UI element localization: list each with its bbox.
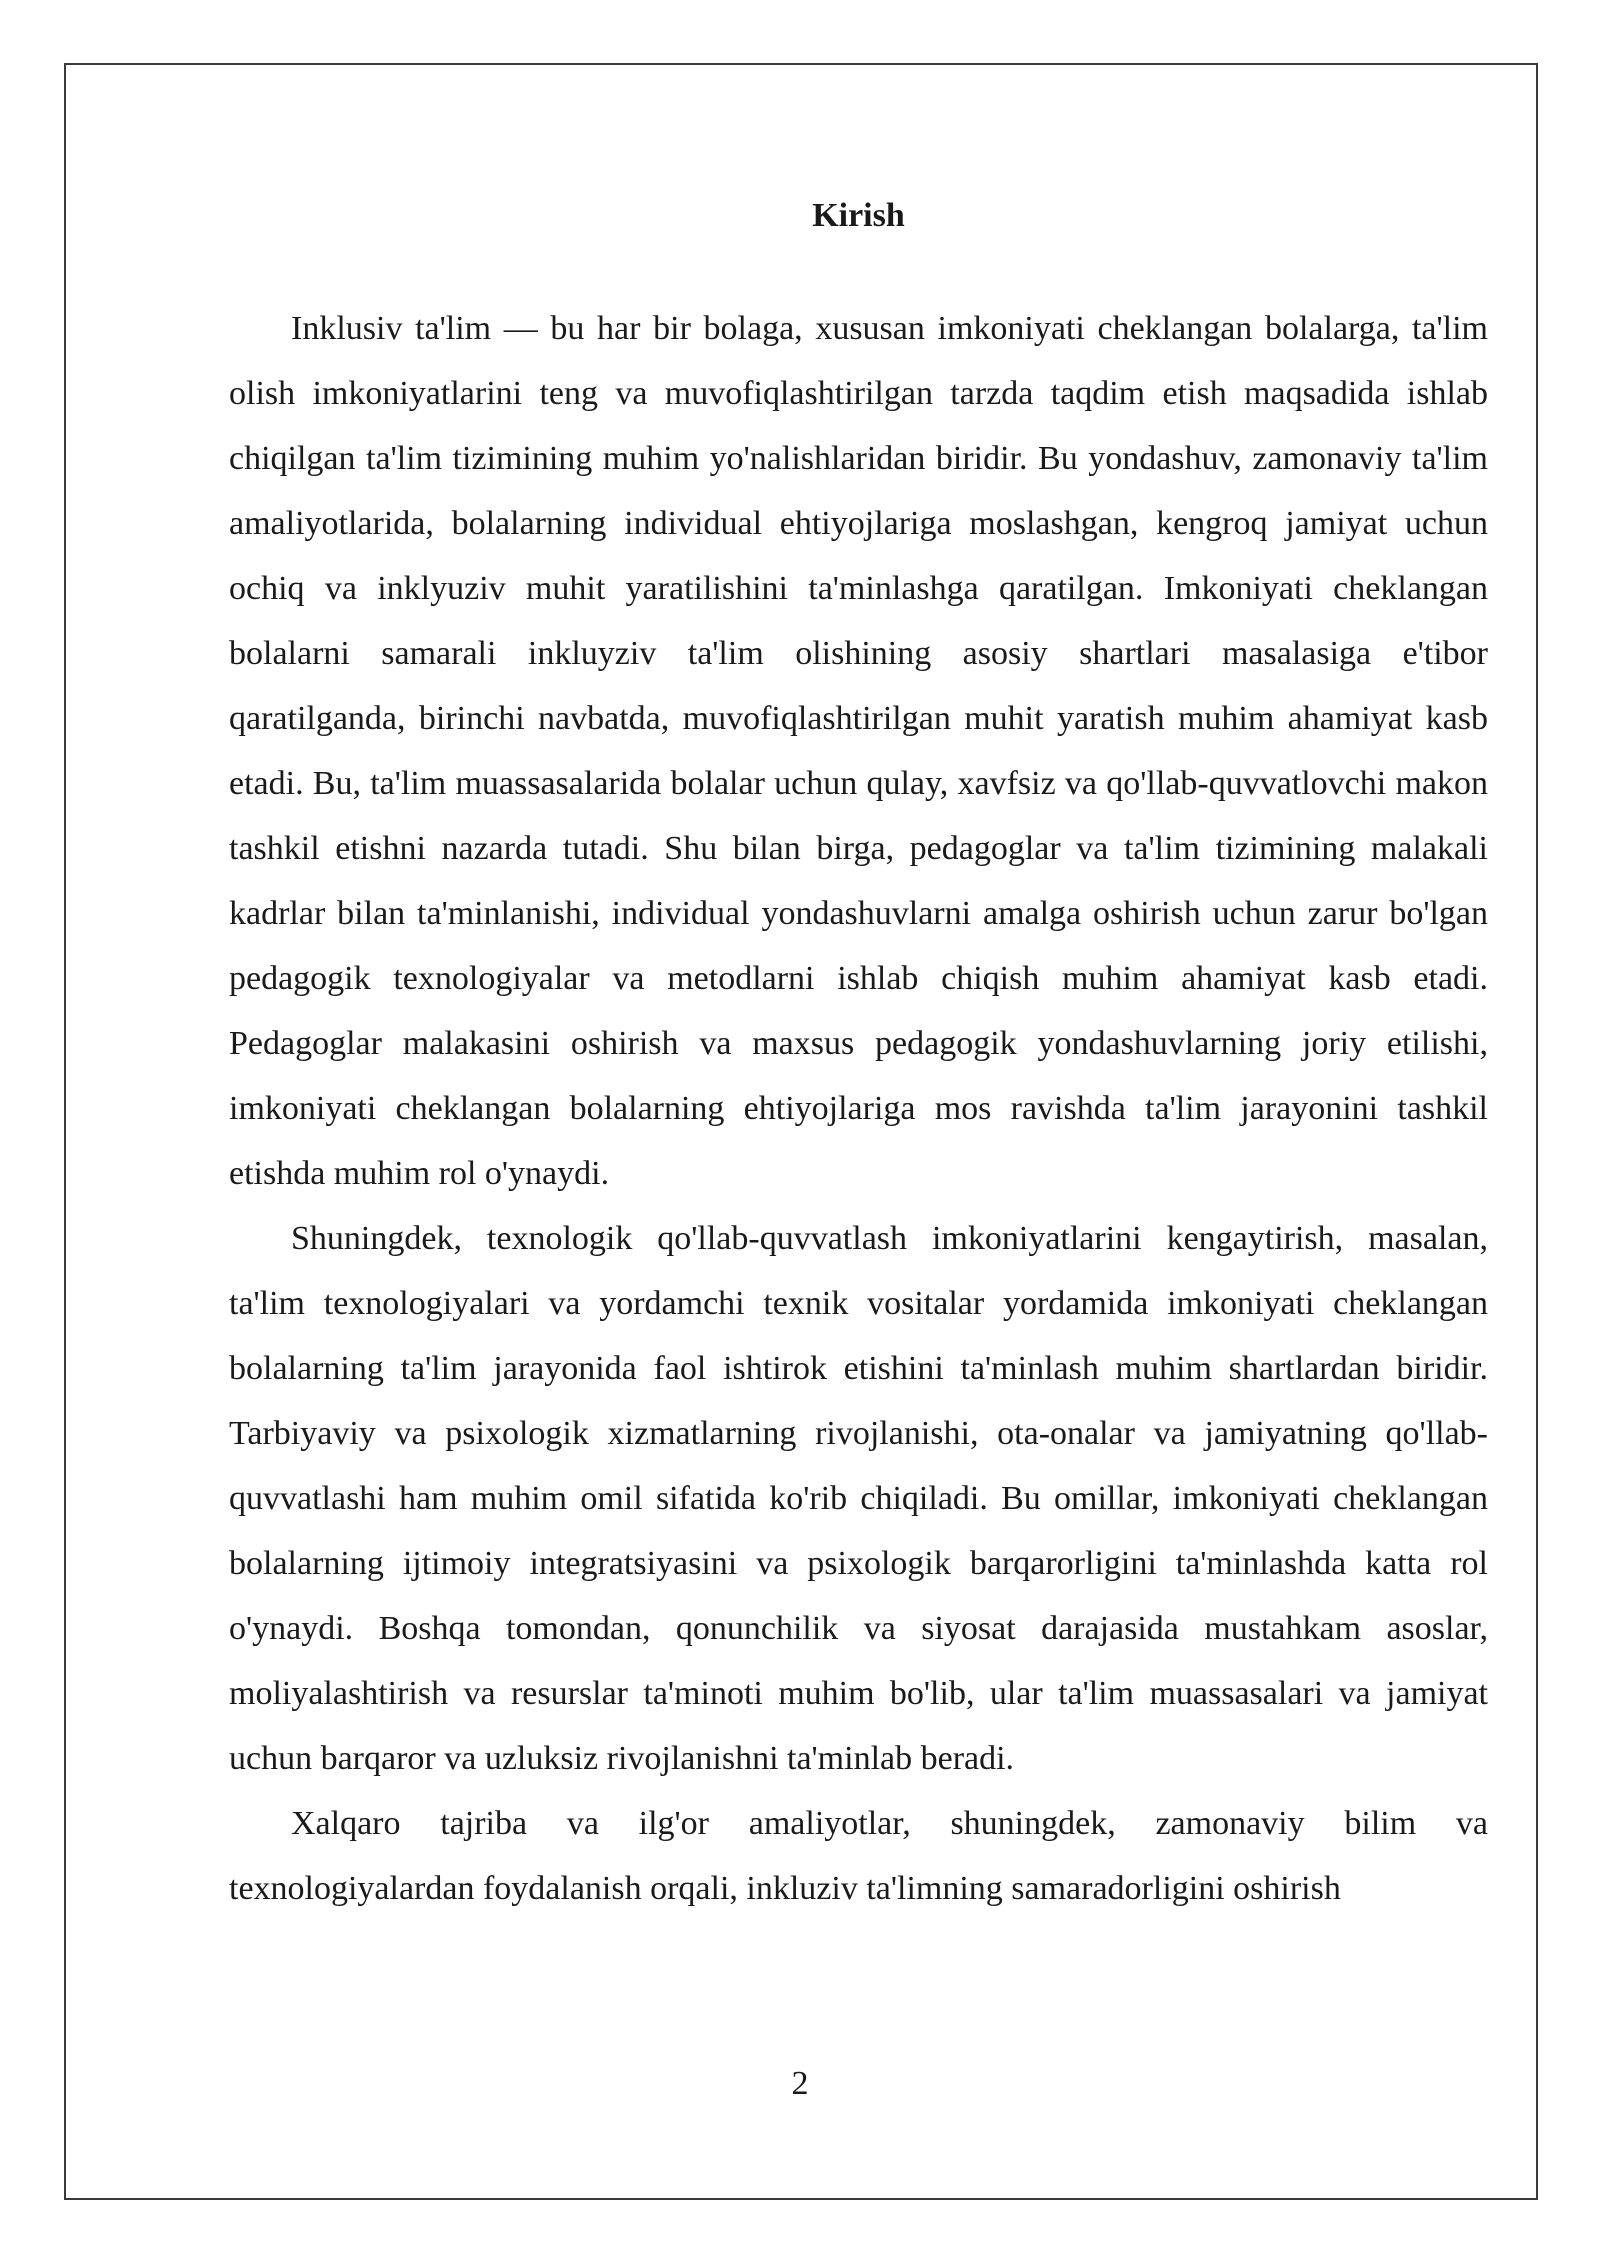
document-title: Kirish bbox=[812, 197, 905, 234]
paragraph-3: Xalqaro tajriba va ilg'or amaliyotlar, shuningdek, zamonaviy bilim va texnologiyalardan foydalanish orqali, inkluziv ta'limning samaradorligini oshirish bbox=[229, 1805, 1488, 1907]
page-number: 2 bbox=[791, 2065, 809, 2102]
document-body bbox=[229, 196, 1488, 1921]
paragraph-2: Shuningdek, texnologik qo'llab-quvvatlash imkoniyatlarini kengaytirish, masalan, ta'lim texnologiyalari va yordamchi texnik vositalar yordamida imkoniyati cheklangan bolalarning ta'lim jarayonida faol ishtirok etishini ta'minlash muhim shartlardan biridir. Tarbiyaviy va psixologik xizmatlarning rivojlanishi, ota-onalar va jamiyatning qo'llab-quvvatlashi ham muhim omil sifatida ko'rib chiqiladi. Bu omillar, imkoniyati cheklangan bolalarning ijtimoiy integratsiyasini va psixologik barqarorligini ta'minlashda katta rol o'ynaydi. Boshqa tomondan, qonunchilik va siyosat darajasida mustahkam asoslar, moliyalashtirish va resurslar ta'minoti muhim bo'lib, ular ta'lim muassasalari va jamiyat uchun barqaror va uzluksiz rivojlanishni ta'minlab beradi. bbox=[229, 1220, 1488, 1777]
paragraph-1: Inklusiv ta'lim — bu har bir bolaga, xususan imkoniyati cheklangan bolalarga, ta'lim olish imkoniyatlarini teng va muvofiqlashtirilgan tarzda taqdim etish maqsadida ishlab chiqilgan ta'lim tizimining muhim yo'nalishlaridan biridir. Bu yondashuv, zamonaviy ta'lim amaliyotlarida, bolalarning individual ehtiyojlariga moslashgan, kengroq jamiyat uchun ochiq va inklyuziv muhit yaratilishini ta'minlashga qaratilgan. Imkoniyati cheklangan bolalarni samarali inkluyziv ta'lim olishining asosiy shartlari masalasiga e'tibor qaratilganda, birinchi navbatda, muvofiqlashtirilgan muhit yaratish muhim ahamiyat kasb etadi. Bu, ta'lim muassasalarida bolalar uchun qulay, xavfsiz va qo'llab-quvvatlovchi makon tashkil etishni nazarda tutadi. Shu bilan birga, pedagoglar va ta'lim tizimining malakali kadrlar bilan ta'minlanishi, individual yondashuvlarni amalga oshirish uchun zarur bo'lgan pedagogik texnologiyalar va metodlarni ishlab chiqish muhim ahamiyat kasb etadi. Pedagoglar malakasini oshirish va maxsus pedagogik yondashuvlarning joriy etilishi, imkoniyati cheklangan bolalarning ehtiyojlariga mos ravishda ta'lim jarayonini tashkil etishda muhim rol o'ynaydi. bbox=[229, 310, 1488, 1192]
